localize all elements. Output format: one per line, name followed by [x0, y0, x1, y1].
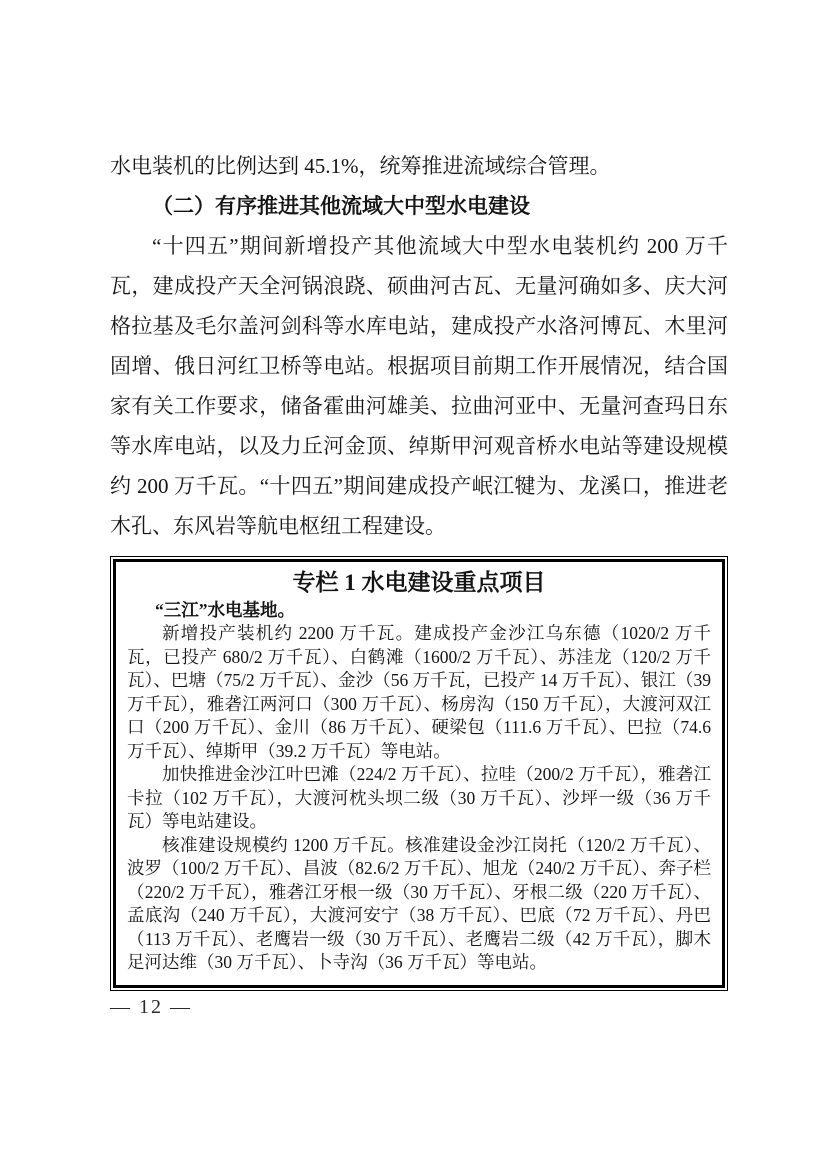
- section-paragraph: “十四五”期间新增投产其他流域大中型水电装机约 200 万千瓦，建成投产天全河锅浪跷、硕曲河古瓦、无量河确如多、庆大河格拉基及毛尔盖河剑科等水库电站，建成投产水洛河博瓦、木里河固增、俄日河红卫桥等电站。根据项目前期工作开展情况，结合国家有关工作要求，储备霍曲河雄美、拉曲河亚中、无量河查玛日东等水库电站，以及力丘河金顶、绰斯甲河观音桥水电站等建设规模约 200 万千瓦。“十四五”期间建成投产岷江犍为、龙溪口，推进老木孔、东风岩等航电枢纽工程建设。: [110, 234, 728, 538]
- callout-box-inner: [113, 559, 725, 988]
- callout-paragraph: 核准建设规模约 1200 万千瓦。核准建设金沙江岗托（120/2 万千瓦）、波罗（100/2 万千瓦）、昌波（82.6/2 万千瓦）、旭龙（240/2 万千瓦）、奔子栏（220/2 万千瓦），雅砻江牙根一级（30 万千瓦）、牙根二级（220 万千瓦）、孟底沟（240 万千瓦），大渡河安宁（38 万千瓦）、巴底（72 万千瓦）、丹巴（113 万千瓦）、老鹰岩一级（30 万千瓦）、老鹰岩二级（42 万千瓦），脚木足河达维（30 万千瓦）、卜寺沟（36 万千瓦）等电站。: [127, 834, 711, 972]
- callout-box: [110, 556, 728, 991]
- section-heading: （二）有序推进其他流域大中型水电建设: [152, 194, 530, 218]
- callout-paragraph: 加快推进金沙江叶巴滩（224/2 万千瓦）、拉哇（200/2 万千瓦），雅砻江卡拉（102 万千瓦），大渡河枕头坝二级（30 万千瓦）、沙坪一级（36 万千瓦）等电站建设。: [127, 764, 711, 831]
- text-content: [110, 146, 728, 991]
- continuation-paragraph: 水电装机的比例达到 45.1%，统筹推进流域综合管理。: [110, 154, 611, 178]
- callout-title: 专栏 1 水电建设重点项目: [292, 570, 546, 595]
- callout-subtitle: “三江”水电基地。: [155, 600, 295, 620]
- callout-paragraph: 新增投产装机约 2200 万千瓦。建成投产金沙江乌东德（1020/2 万千瓦，已投产 680/2 万千瓦）、白鹤滩（1600/2 万千瓦）、苏洼龙（120/2 万千瓦）、巴塘（75/2 万千瓦）、金沙（56 万千瓦，已投产 14 万千瓦）、银江（39 万千瓦），雅砻江两河口（300 万千瓦）、杨房沟（150 万千瓦），大渡河双江口（200 万千瓦）、金川（86 万千瓦）、硬梁包（111.6 万千瓦）、巴拉（74.6 万千瓦）、绰斯甲（39.2 万千瓦）等电站。: [127, 623, 711, 761]
- page-number: — 12 —: [110, 996, 192, 1018]
